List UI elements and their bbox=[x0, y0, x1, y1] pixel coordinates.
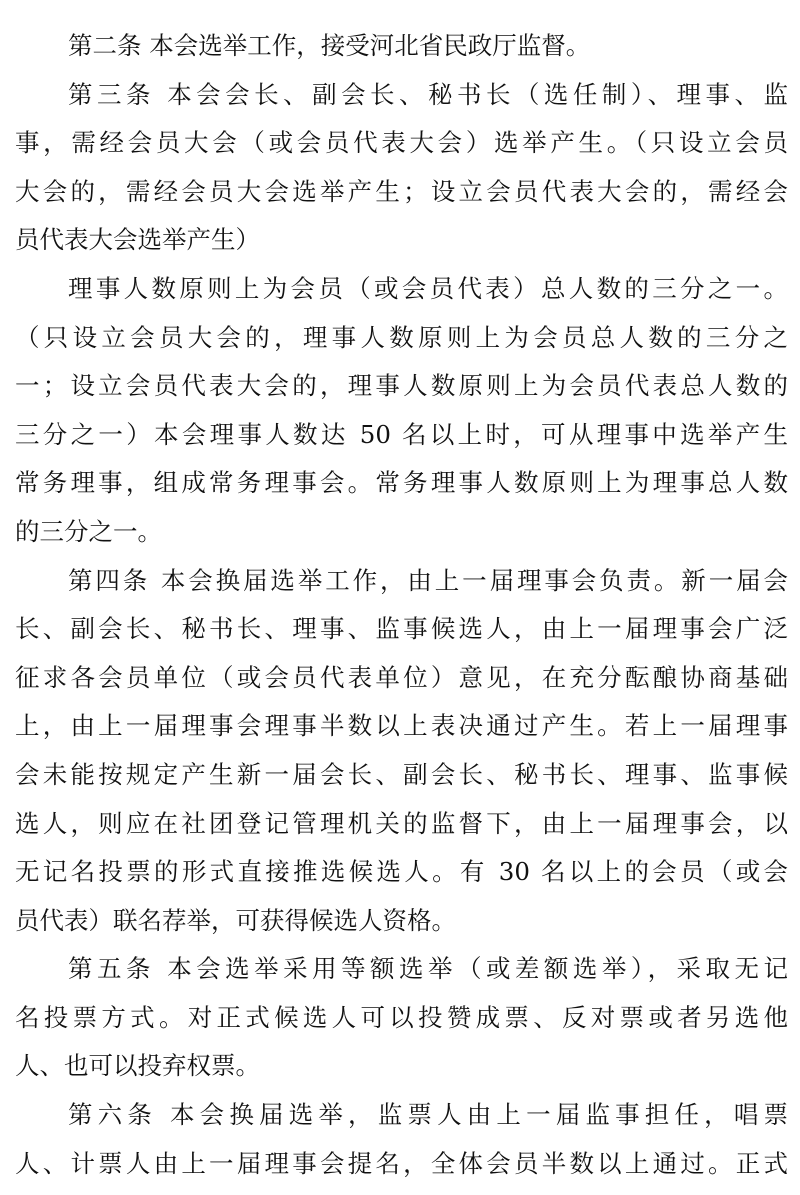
text-line: 选人，则应在社团登记管理机关的监督下，由上一届理事会，以 bbox=[15, 808, 788, 838]
text-line: 第四条 本会换届选举工作，由上一届理事会负责。新一届会 bbox=[68, 565, 788, 595]
text-line: 常务理事，组成常务理事会。常务理事人数原则上为理事总人数 bbox=[15, 468, 788, 498]
paragraph-directors bbox=[15, 265, 788, 557]
text-line: 无记名投票的形式直接推选候选人。有 30 名以上的会员（或会 bbox=[15, 857, 788, 887]
text-line: 三分之一）本会理事人数达 50 名以上时，可从理事中选举产生 bbox=[15, 419, 788, 449]
text-line: 大会的，需经会员大会选举产生；设立会员代表大会的，需经会 bbox=[15, 176, 788, 206]
text-line: 一；设立会员代表大会的，理事人数原则上为会员代表总人数的 bbox=[15, 371, 788, 401]
paragraph-article-4 bbox=[15, 557, 788, 946]
text-line: 事，需经会员大会（或会员代表大会）选举产生。（只设立会员 bbox=[15, 128, 788, 158]
text-line: 第二条 本会选举工作，接受河北省民政厅监督。 bbox=[68, 31, 591, 60]
text-line: 名投票方式。对正式候选人可以投赞成票、反对票或者另选他 bbox=[15, 1002, 788, 1032]
paragraph-article-5 bbox=[15, 945, 788, 1091]
text-line: 员代表大会选举产生） bbox=[15, 225, 260, 255]
paragraph-article-6 bbox=[15, 1091, 788, 1188]
text-line: 人、也可以投弃权票。 bbox=[15, 1051, 260, 1081]
text-line: （只设立会员大会的，理事人数原则上为会员总人数的三分之 bbox=[15, 322, 788, 352]
text-line: 征求各会员单位（或会员代表单位）意见，在充分酝酿协商基础 bbox=[15, 662, 788, 692]
text-line: 人、计票人由上一届理事会提名，全体会员半数以上通过。正式 bbox=[15, 1148, 788, 1178]
text-line: 会未能按规定产生新一届会长、副会长、秘书长、理事、监事候 bbox=[15, 759, 788, 789]
paragraph-article-2 bbox=[15, 22, 788, 71]
text-line: 上，由上一届理事会理事半数以上表决通过产生。若上一届理事 bbox=[15, 711, 788, 741]
paragraph-article-3 bbox=[15, 71, 788, 265]
text-line: 理事人数原则上为会员（或会员代表）总人数的三分之一。 bbox=[68, 273, 788, 303]
text-line: 第五条 本会选举采用等额选举（或差额选举），采取无记 bbox=[68, 954, 788, 984]
text-line: 的三分之一。 bbox=[15, 516, 162, 546]
text-line: 员代表）联名荐举，可获得候选人资格。 bbox=[15, 905, 456, 935]
text-line: 长、副会长、秘书长、理事、监事候选人，由上一届理事会广泛 bbox=[15, 614, 788, 644]
text-line: 第三条 本会会长、副会长、秘书长（选任制）、理事、监 bbox=[68, 79, 788, 109]
text-line: 第六条 本会换届选举，监票人由上一届监事担任，唱票 bbox=[68, 1100, 788, 1130]
